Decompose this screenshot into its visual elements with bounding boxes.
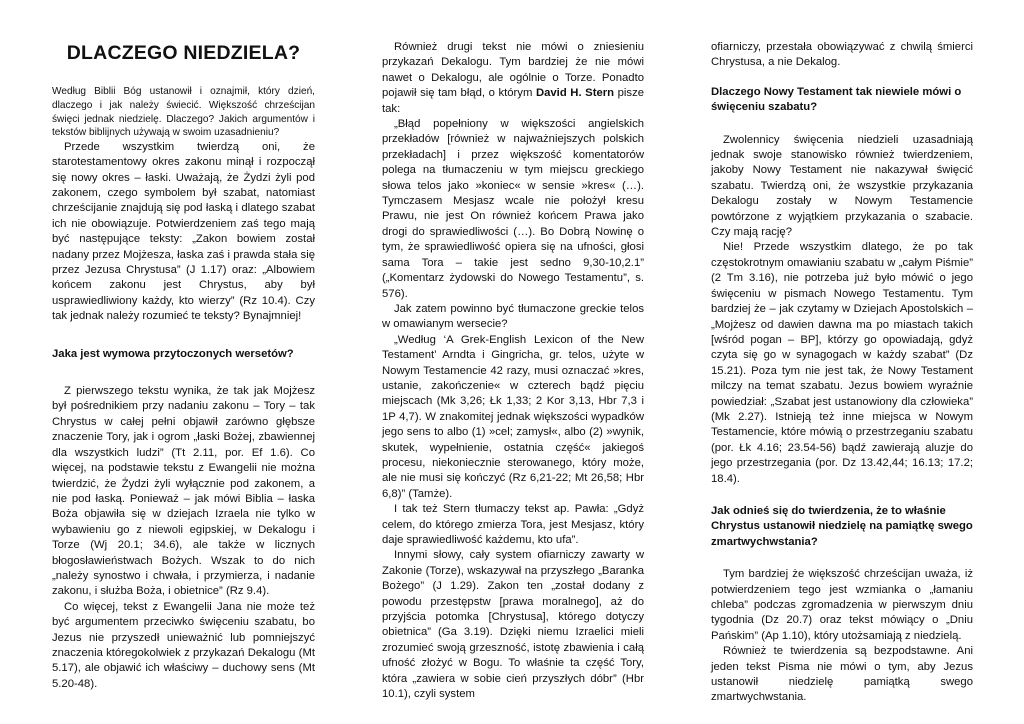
paragraph: ofiarniczy, przestała obowiązywać z chwilą śmierci Chrystusa, a nie Dekalog.: [711, 41, 973, 69]
column-1: [52, 40, 315, 692]
column-2: [382, 40, 644, 702]
section-heading: Jaka jest wymowa przytoczonych wersetów?: [52, 347, 294, 360]
paragraph: Jak zatem powinno być tłumaczone greckie telos w omawianym wersecie?: [382, 302, 644, 331]
paragraph-text: Również drugi tekst nie mówi o zniesieniu przykazań Dekalogu. Tym bardziej że nie mówi nawet o Dekalogu, ale ogólnie o Torze. Ponadto pojawił się tam błąd, o którym: [382, 41, 644, 100]
paragraph: Przede wszystkim twierdzą oni, że starotestamentowy okres zakonu minął i rozpoczął się nowy okres – łaski. Uważają, że Żydzi żyli pod zakonem, czego symbolem był szabat, natomiast chrześcijanie znajdują się pod łaską i dlatego szabat ich nie obowiązuje. Potwierdzeniem zaś tego mają być następujące teksty: „Zakon bowiem został nadany przez Mojżesza, łaska zaś i prawda stała się przez Jezusa Chrystusa” (J 1.17) oraz: „Albowiem końcem zakonu jest Chrystus, aby był usprawiedliwiony każdy, kto wierzy” (Rz 10.4). Czy tak jednak należy rozumieć te teksty? Bynajmniej!: [52, 140, 315, 323]
section-heading: Jak odnieś się do twierdzenia, że to właśnie Chrystus ustanowił niedzielę na pamiątkę swego zmartwychwstania?: [711, 504, 973, 548]
paragraph: Zwolennicy święcenia niedzieli uzasadniają jednak swoje stanowisko również twierdzeniem, jakoby Nowy Testament nie nakazywał święcić szabatu. Twierdzą oni, że wszystkie przykazania Dekalogu zostały w Nowym Testamencie powtórzone z wyjątkiem przykazania o szabacie. Czy mają rację?: [711, 133, 973, 239]
paragraph: Innymi słowy, cały system ofiarniczy zawarty w Zakonie (Torze), wskazywał na przyszłego „Baranka Bożego” (J 1.29). Zakon ten „został dodany z powodu przestępstw [prawa moralnego], aż do przyjścia potomka [Chrystusa], którego dotyczy obietnica” (Ga 3.19). Dzięki niemu Izraelici mieli zrozumieć swoją grzeszność, istotę zbawienia i całą ufność złożyć w Bogu. To właśnie ta część Tory, która „zawiera w sobie cień przyszłych dóbr” (Hbr 10.1), czyli system: [382, 549, 644, 701]
paragraph: [382, 40, 644, 117]
paragraph: Tym bardziej że większość chrześcijan uważa, iż potwierdzeniem tego jest wzmianka o „łamaniu chleba” podczas zgromadzenia w pierwszym dniu tygodnia (Dz 20.7) oraz tekst mówiący o „Dniu Pańskim” (Ap 1.10), który utożsamiają z niedzielą.: [711, 568, 973, 642]
paragraph: Co więcej, tekst z Ewangelii Jana nie może też być argumentem przeciwko święceniu szabatu, bo Jezus nie przyszedł unieważnić lub pomniejszyć znaczenia któregokolwiek z przykazań Dekalogu (Mt 5.17), ale objawić ich właściwy – duchowy sens (Mt 5.20-48).: [52, 600, 315, 690]
column-3: [711, 40, 973, 706]
section-heading: Dlaczego Nowy Testament tak niewiele mówi o święceniu szabatu?: [711, 85, 962, 114]
paragraph: Nie! Przede wszystkim dlatego, że po tak częstokrotnym omawianiu szabatu w „całym Piśmie” (2 Tm 3.16), nie potrzeba już było mówić o jego święceniu w pismach Nowego Testamentu. Tym bardziej że – jak czytamy w Dziejach Apostolskich – „Mojżesz od dawien dawna ma po miastach takich [wśród pogan – BP], którzy go opowiadają, gdyż czyta się go w synagogach w każdy szabat” (Dz 15.21). Poza tym nie jest tak, że Nowy Testament milczy na temat szabatu. Jezus bowiem wyraźnie powiedział: „Szabat jest ustanowiony dla człowieka” (Mk 2.27). Istnieją też inne miejsca w Nowym Testamencie, które mówią o przestrzeganiu szabatu (por. Łk 4.16; 23.54-56) bądź zawierają aluzje do jego przestrzegania (por. Dz 13.42,44; 16.13; 17.2; 18.4).: [711, 241, 973, 485]
paragraph: Również te twierdzenia są bezpodstawne. Ani jeden tekst Pisma nie mówi o tym, aby Jezus ustanowił niedzielę pamiątką swego zmartwychwstania.: [711, 645, 973, 704]
intro-paragraph: Według Biblii Bóg ustanowił i oznajmił, który dzień, dlaczego i jak należy świecić. Większość chrześcijan święci jednak niedzielę. Dlaczego? Jakich argumentów i tekstów biblijnych używają w swoim uzasadnieniu?: [52, 86, 315, 139]
paragraph: I tak też Stern tłumaczy tekst ap. Pawła: „Gdyż celem, do którego zmierza Tora, jest Mesjasz, który daje sprawiedliwość każdemu, kto ufa”.: [382, 503, 644, 546]
paragraph: Z pierwszego tekstu wynika, że tak jak Mojżesz był pośrednikiem przy nadaniu zakonu – Tory – tak Chrystus w całej pełni objawił zarówno głębsze znaczenie Tory, jak i ogrom „łaski Bożej, zbawiennej dla wszystkich ludzi” (Tt 2.11, por. Ef 1.6). Co więcej, na podstawie tekstu z Ewangelii nie można twierdzić, że Żydzi żyli wyłącznie pod zakonem, a nie pod łaską. Ponieważ – jak mówi Biblia – łaska Boża objawiła się w dziejach Izraela nie tylko w wybawieniu go z niewoli egipskiej, w Dekalogu i Torze (Wj 20.1; 34.6), ale także w licznych błogosławieństwach Bożych. Wszak to do nich „należy synostwo i chwała, i przymierza, i nadanie zakonu, i służba Boża, i obietnice” (Rz 9.4).: [52, 385, 315, 598]
quote-paragraph: „Błąd popełniony w większości angielskich przekładów [również w najważniejszych polskich przekładach] i przez większość komentatorów polega na tłumaczeniu w tym miejscu greckiego słowa telos jako »koniec« w sensie »kres« (…). Tymczasem Mesjasz wcale nie położył kresu Prawu, nie jest On również końcem Prawa jako drogi do sprawiedliwości (…). Bo Dobrą Nowinę o tym, że sprawiedliwość opiera się na ufności, głosi sama Tora – takie jest sedno 9,30-10,2.1” („Komentarz żydowski do Nowego Testamentu”, s. 576).: [382, 118, 644, 300]
page-title: DLACZEGO NIEDZIELA?: [66, 42, 301, 64]
paragraph-text: pisze tak:: [382, 87, 644, 115]
quote-paragraph: „Według ‘A Grek-English Lexicon of the New Testament’ Arndta i Gingricha, gr. telos, użyte w Nowym Testamencie 42 razy, musi oznaczać »kres, ustanie, zakończenie« w czterech bądź pięciu miejscach (Mk 3,26; Łk 1,33; 2 Kor 3,13, Hbr 7,3 i 1P 4,7). W znakomitej jednak większości wypadków jego sens to albo (1) »cel; zamysł«, albo (2) »wynik, skutek, wypełnienie, ostatnia część« jakiegoś procesu, niekoniecznie sterowanego, który może, ale nie musi się kończyć (Rz 6,21-22; Mt 26,58; Hbr 6,8)” (Tamże).: [382, 333, 644, 500]
author-name: David H. Stern: [535, 87, 615, 100]
